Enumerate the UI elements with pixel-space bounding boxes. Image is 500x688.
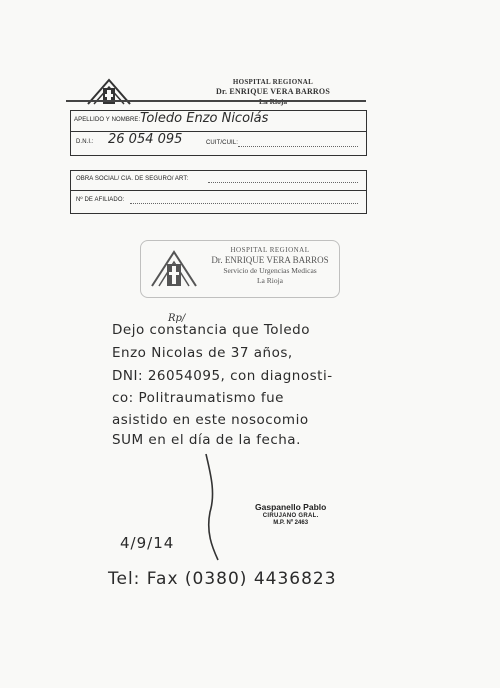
dni-label: D.N.I.: — [76, 139, 94, 145]
stamp-hospital: HOSPITAL REGIONAL — [230, 246, 310, 254]
hospital-name: HOSPITAL REGIONAL — [232, 78, 314, 86]
doctor-stamp — [255, 502, 326, 526]
name-label: APELLIDO Y NOMBRE: — [74, 117, 141, 123]
name-field[interactable]: Toledo Enzo Nicolás — [140, 111, 269, 126]
obra-social-field[interactable] — [208, 182, 358, 183]
date: 4/9/14 — [120, 534, 175, 552]
phone-number: Tel: Fax (0380) 4436823 — [108, 569, 337, 589]
stamp-service: Servicio de Urgencias Medicas — [223, 266, 317, 275]
doctor-license: M.P. Nº 2463 — [273, 520, 309, 526]
stamp-doctor: Dr. ENRIQUE VERA BARROS — [211, 255, 329, 265]
dni-field[interactable]: 26 054 095 — [108, 132, 183, 147]
signature-stroke — [196, 452, 226, 562]
stamp-city: La Rioja — [256, 276, 284, 285]
stamp-text — [202, 246, 338, 285]
box-divider — [71, 190, 366, 191]
note-line: SUM en el día de la fecha. — [112, 432, 301, 448]
note-line: Enzo Nicolas de 37 años, — [112, 345, 293, 361]
hospital-stamp — [140, 240, 340, 298]
afiliado-label: Nº DE AFILIADO: — [76, 197, 125, 203]
note-line: asistido en este nosocomio — [112, 412, 309, 428]
hospital-logo-icon — [150, 248, 198, 288]
doctor-title: CIRUJANO GRAL. — [262, 513, 319, 519]
cuit-label: CUIT/CUIL: — [206, 140, 239, 146]
doctor-name: Gaspanello Pablo — [255, 502, 327, 512]
note-line: Dejo constancia que Toledo — [112, 322, 310, 338]
note-line: DNI: 26054095, con diagnosti- — [112, 368, 333, 384]
rp-mark: Rp/ — [168, 313, 186, 324]
header-rule — [66, 100, 366, 102]
cuit-field[interactable] — [238, 146, 358, 147]
hospital-doctor-name: Dr. ENRIQUE VERA BARROS — [216, 87, 330, 96]
note-line: co: Politraumatismo fue — [112, 390, 284, 406]
afiliado-field[interactable] — [130, 203, 358, 204]
obra-social-label: OBRA SOCIAL/ CIA. DE SEGURO/ ART: — [76, 176, 189, 182]
